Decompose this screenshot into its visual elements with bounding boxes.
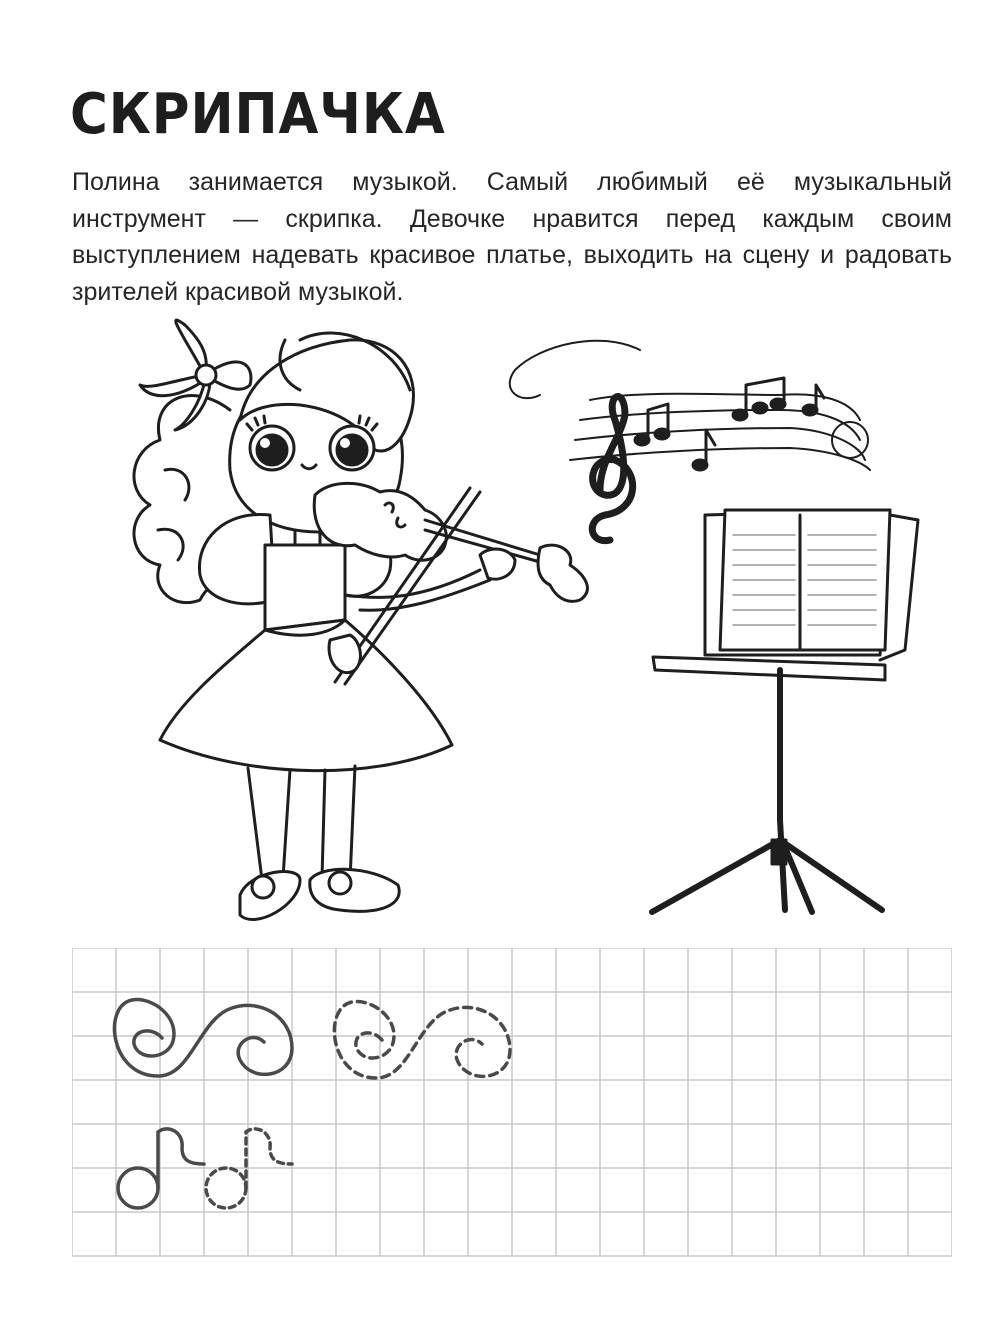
story-paragraph: Полина занимается музыкой. Самый любимый её музыкальный инструмент — скрипка. Девочке нравится перед каждым своим выступлением надевать красивое платье, выходить на сцену и радовать зрителей красивой музыкой.	[72, 168, 952, 306]
tracing-grid	[72, 948, 952, 1258]
page-title: СКРИПАЧКА	[70, 82, 446, 147]
girl-violinist	[134, 320, 587, 919]
spiral-wave-solid	[114, 1000, 292, 1077]
music-stand	[652, 510, 918, 912]
spiral-wave-dashed	[334, 1002, 510, 1079]
